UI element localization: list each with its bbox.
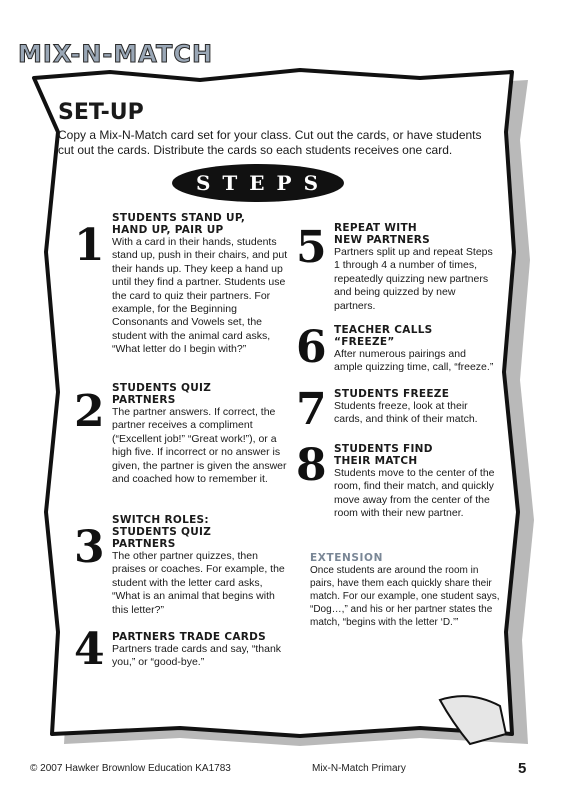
step-6: [334, 324, 496, 375]
step-3-number: 3: [74, 522, 105, 573]
step-6-heading-line1: TEACHER CALLS “FREEZE”: [334, 324, 433, 348]
step-4-number: 4: [74, 624, 105, 675]
step-3-heading-line2: STUDENTS QUIZ: [112, 526, 212, 538]
step-4: [112, 631, 290, 670]
step-3-body: The other partner quizzes, then praises or coaches. For example, the student with the letter card asks, “What is an animal that begins with this letter?”: [112, 550, 285, 616]
step-6-body: After numerous pairings and ample quizzing time, call, “freeze.”: [334, 348, 494, 374]
step-5-number: 5: [296, 222, 327, 273]
step-8-number: 8: [296, 440, 327, 491]
extension-heading: EXTENSION: [310, 552, 383, 564]
step-4-heading-line1: PARTNERS TRADE CARDS: [112, 631, 267, 643]
footer-copyright: © 2007 Hawker Brownlow Education KA1783: [30, 763, 231, 774]
step-1: [112, 212, 290, 357]
step-3: [112, 514, 290, 617]
setup-text: Copy a Mix-N-Match card set for your class. Cut out the cards, or have students cut out the cards. Distribute the cards so each students receives one card.: [58, 128, 482, 157]
step-8: [334, 443, 496, 521]
footer-book-title: Mix-N-Match Primary: [312, 763, 406, 774]
step-1-number: 1: [74, 220, 105, 271]
step-5: [334, 222, 496, 313]
step-6-number: 6: [296, 322, 327, 373]
extension: [310, 552, 500, 629]
step-3-heading-line3: PARTNERS: [112, 538, 176, 550]
step-7-body: Students freeze, look at their cards, and think of their match.: [334, 400, 478, 426]
extension-body: Once students are around the room in pairs, have them each quickly share their match. For our example, one student says, “Dog…,” and his or her partner states the match, “begins with the letter ‘D.’”: [310, 565, 500, 628]
step-1-heading-line2: HAND UP, PAIR UP: [112, 224, 224, 236]
setup-heading: SET-UP: [58, 100, 144, 125]
step-5-body: Partners split up and repeat Steps 1 through 4 a number of times, repeatedly quizzing new partners and being quizzed by new partners.: [334, 246, 493, 312]
step-1-heading-line1: STUDENTS STAND UP,: [112, 212, 246, 224]
step-4-body: Partners trade cards and say, “thank you,” or “good-bye.”: [112, 643, 282, 669]
step-3-heading-line1: SWITCH ROLES:: [112, 514, 209, 526]
step-5-heading-line1: REPEAT WITH: [334, 222, 417, 234]
step-2-number: 2: [74, 386, 105, 437]
step-8-body: Students move to the center of the room, find their match, and quickly move away from the center of the room with their new partner.: [334, 467, 495, 520]
step-2-heading-line1: STUDENTS QUIZ: [112, 382, 212, 394]
step-5-heading-line2: NEW PARTNERS: [334, 234, 431, 246]
step-7-heading-line1: STUDENTS FREEZE: [334, 388, 450, 400]
step-8-heading-line1: STUDENTS FIND: [334, 443, 433, 455]
page-number: 5: [518, 760, 527, 777]
page-title: MIX-N-MATCH: [18, 40, 214, 68]
step-1-body: With a card in their hands, students stand up, push in their chairs, and put their hands up. They keep a hand up until they find a partner. Students use the card to quiz their partners. For example, for the Beginning Consonants and Vowels set, the student with the animal card asks, “What letter do I begin with?”: [112, 236, 288, 356]
step-2-body: The partner answers. If correct, the partner receives a compliment (“Excellent job!” “Great work!”), or a high five. If incorrect or no answer is given, the partner is given the answer and coached how to remember it.: [112, 406, 287, 486]
step-2: [112, 382, 290, 486]
step-2-heading-line2: PARTNERS: [112, 394, 176, 406]
step-7: [334, 388, 496, 427]
steps-banner: STEPS: [172, 164, 344, 202]
step-7-number: 7: [296, 384, 327, 435]
step-8-heading-line2: THEIR MATCH: [334, 455, 418, 467]
